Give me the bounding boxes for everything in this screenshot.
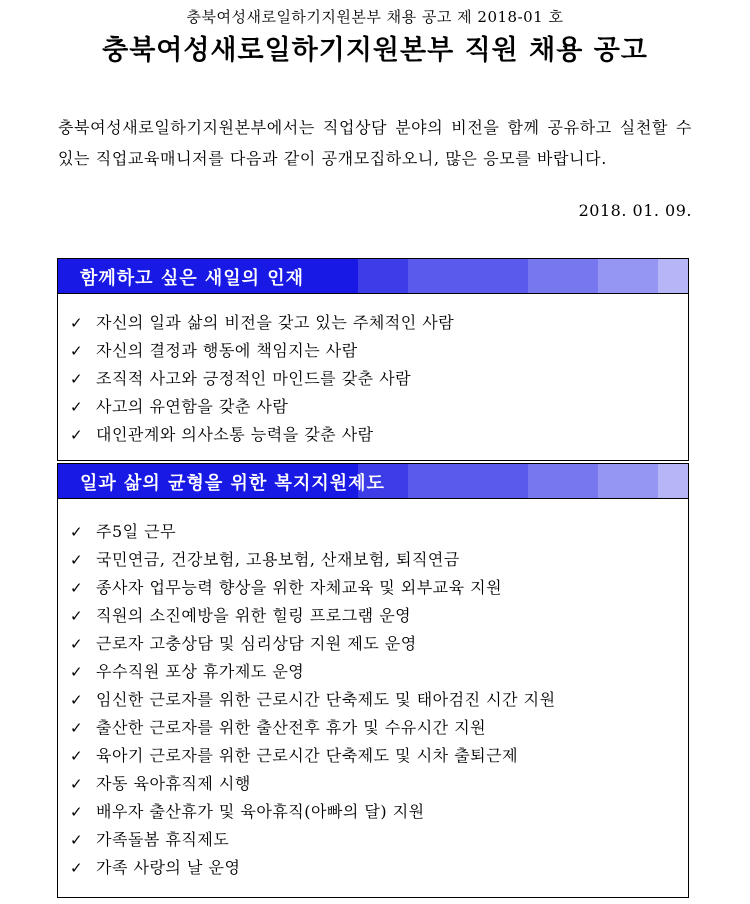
list-item: ✓ 주5일 근무 xyxy=(70,518,556,546)
check-mark-icon: ✓ xyxy=(70,342,84,360)
list-item: ✓ 조직적 사고와 긍정적인 마인드를 갖춘 사람 xyxy=(70,365,454,393)
check-mark-icon: ✓ xyxy=(70,635,84,653)
notice-date: 2018. 01. 09. xyxy=(578,201,692,220)
check-mark-icon: ✓ xyxy=(70,314,84,332)
check-mark-icon: ✓ xyxy=(70,551,84,569)
list-item: ✓ 자신의 결정과 행동에 책임지는 사람 xyxy=(70,337,454,365)
check-mark-icon: ✓ xyxy=(70,663,84,681)
check-mark-icon: ✓ xyxy=(70,691,84,709)
list-item: ✓ 자신의 일과 삶의 비전을 갖고 있는 주체적인 사람 xyxy=(70,309,454,337)
list-item: ✓ 가족돌봄 휴직제도 xyxy=(70,826,556,854)
list-item: ✓ 자동 육아휴직제 시행 xyxy=(70,770,556,798)
talent-list xyxy=(70,309,454,449)
check-mark-icon: ✓ xyxy=(70,398,84,416)
list-item: ✓ 출산한 근로자를 위한 출산전후 휴가 및 수유시간 지원 xyxy=(70,714,556,742)
welfare-list xyxy=(70,518,556,882)
check-mark-icon: ✓ xyxy=(70,607,84,625)
list-item: ✓ 대인관계와 의사소통 능력을 갖춘 사람 xyxy=(70,421,454,449)
list-item: ✓ 육아기 근로자를 위한 근로시간 단축제도 및 시차 출퇴근제 xyxy=(70,742,556,770)
list-item: ✓ 우수직원 포상 휴가제도 운영 xyxy=(70,658,556,686)
check-mark-icon: ✓ xyxy=(70,859,84,877)
list-item: ✓ 배우자 출산휴가 및 육아휴직(아빠의 달) 지원 xyxy=(70,798,556,826)
welfare-section-heading: 일과 삶의 균형을 위한 복지지원제도 xyxy=(80,473,385,494)
notice-number: 충북여성새로일하기지원본부 채용 공고 제 2018-01 호 xyxy=(186,8,564,26)
talent-section xyxy=(57,258,689,461)
list-item: ✓ 종사자 업무능력 향상을 위한 자체교육 및 외부교육 지원 xyxy=(70,574,556,602)
list-item: ✓ 임신한 근로자를 위한 근로시간 단축제도 및 태아검진 시간 지원 xyxy=(70,686,556,714)
page-title: 충북여성새로일하기지원본부 직원 채용 공고 xyxy=(102,35,648,66)
check-mark-icon: ✓ xyxy=(70,775,84,793)
check-mark-icon: ✓ xyxy=(70,426,84,444)
list-item: ✓ 근로자 고충상담 및 심리상담 지원 제도 운영 xyxy=(70,630,556,658)
intro-paragraph: 충북여성새로일하기지원본부에서는 직업상담 분야의 비전을 함께 공유하고 실천할 수 있는 직업교육매니저를 다음과 같이 공개모집하오니, 많은 응모를 바랍니다. xyxy=(58,118,692,168)
check-mark-icon: ✓ xyxy=(70,747,84,765)
list-item: ✓ 직원의 소진예방을 위한 힐링 프로그램 운영 xyxy=(70,602,556,630)
talent-section-heading: 함께하고 싶은 새일의 인재 xyxy=(80,268,305,289)
list-item: ✓ 국민연금, 건강보험, 고용보험, 산재보험, 퇴직연금 xyxy=(70,546,556,574)
check-mark-icon: ✓ xyxy=(70,719,84,737)
check-mark-icon: ✓ xyxy=(70,579,84,597)
check-mark-icon: ✓ xyxy=(70,803,84,821)
check-mark-icon: ✓ xyxy=(70,523,84,541)
check-mark-icon: ✓ xyxy=(70,831,84,849)
list-item: ✓ 가족 사랑의 날 운영 xyxy=(70,854,556,882)
talent-section-header xyxy=(58,259,688,294)
welfare-section-header xyxy=(58,464,688,499)
list-item: ✓ 사고의 유연함을 갖춘 사람 xyxy=(70,393,454,421)
welfare-section xyxy=(57,463,689,898)
check-mark-icon: ✓ xyxy=(70,370,84,388)
